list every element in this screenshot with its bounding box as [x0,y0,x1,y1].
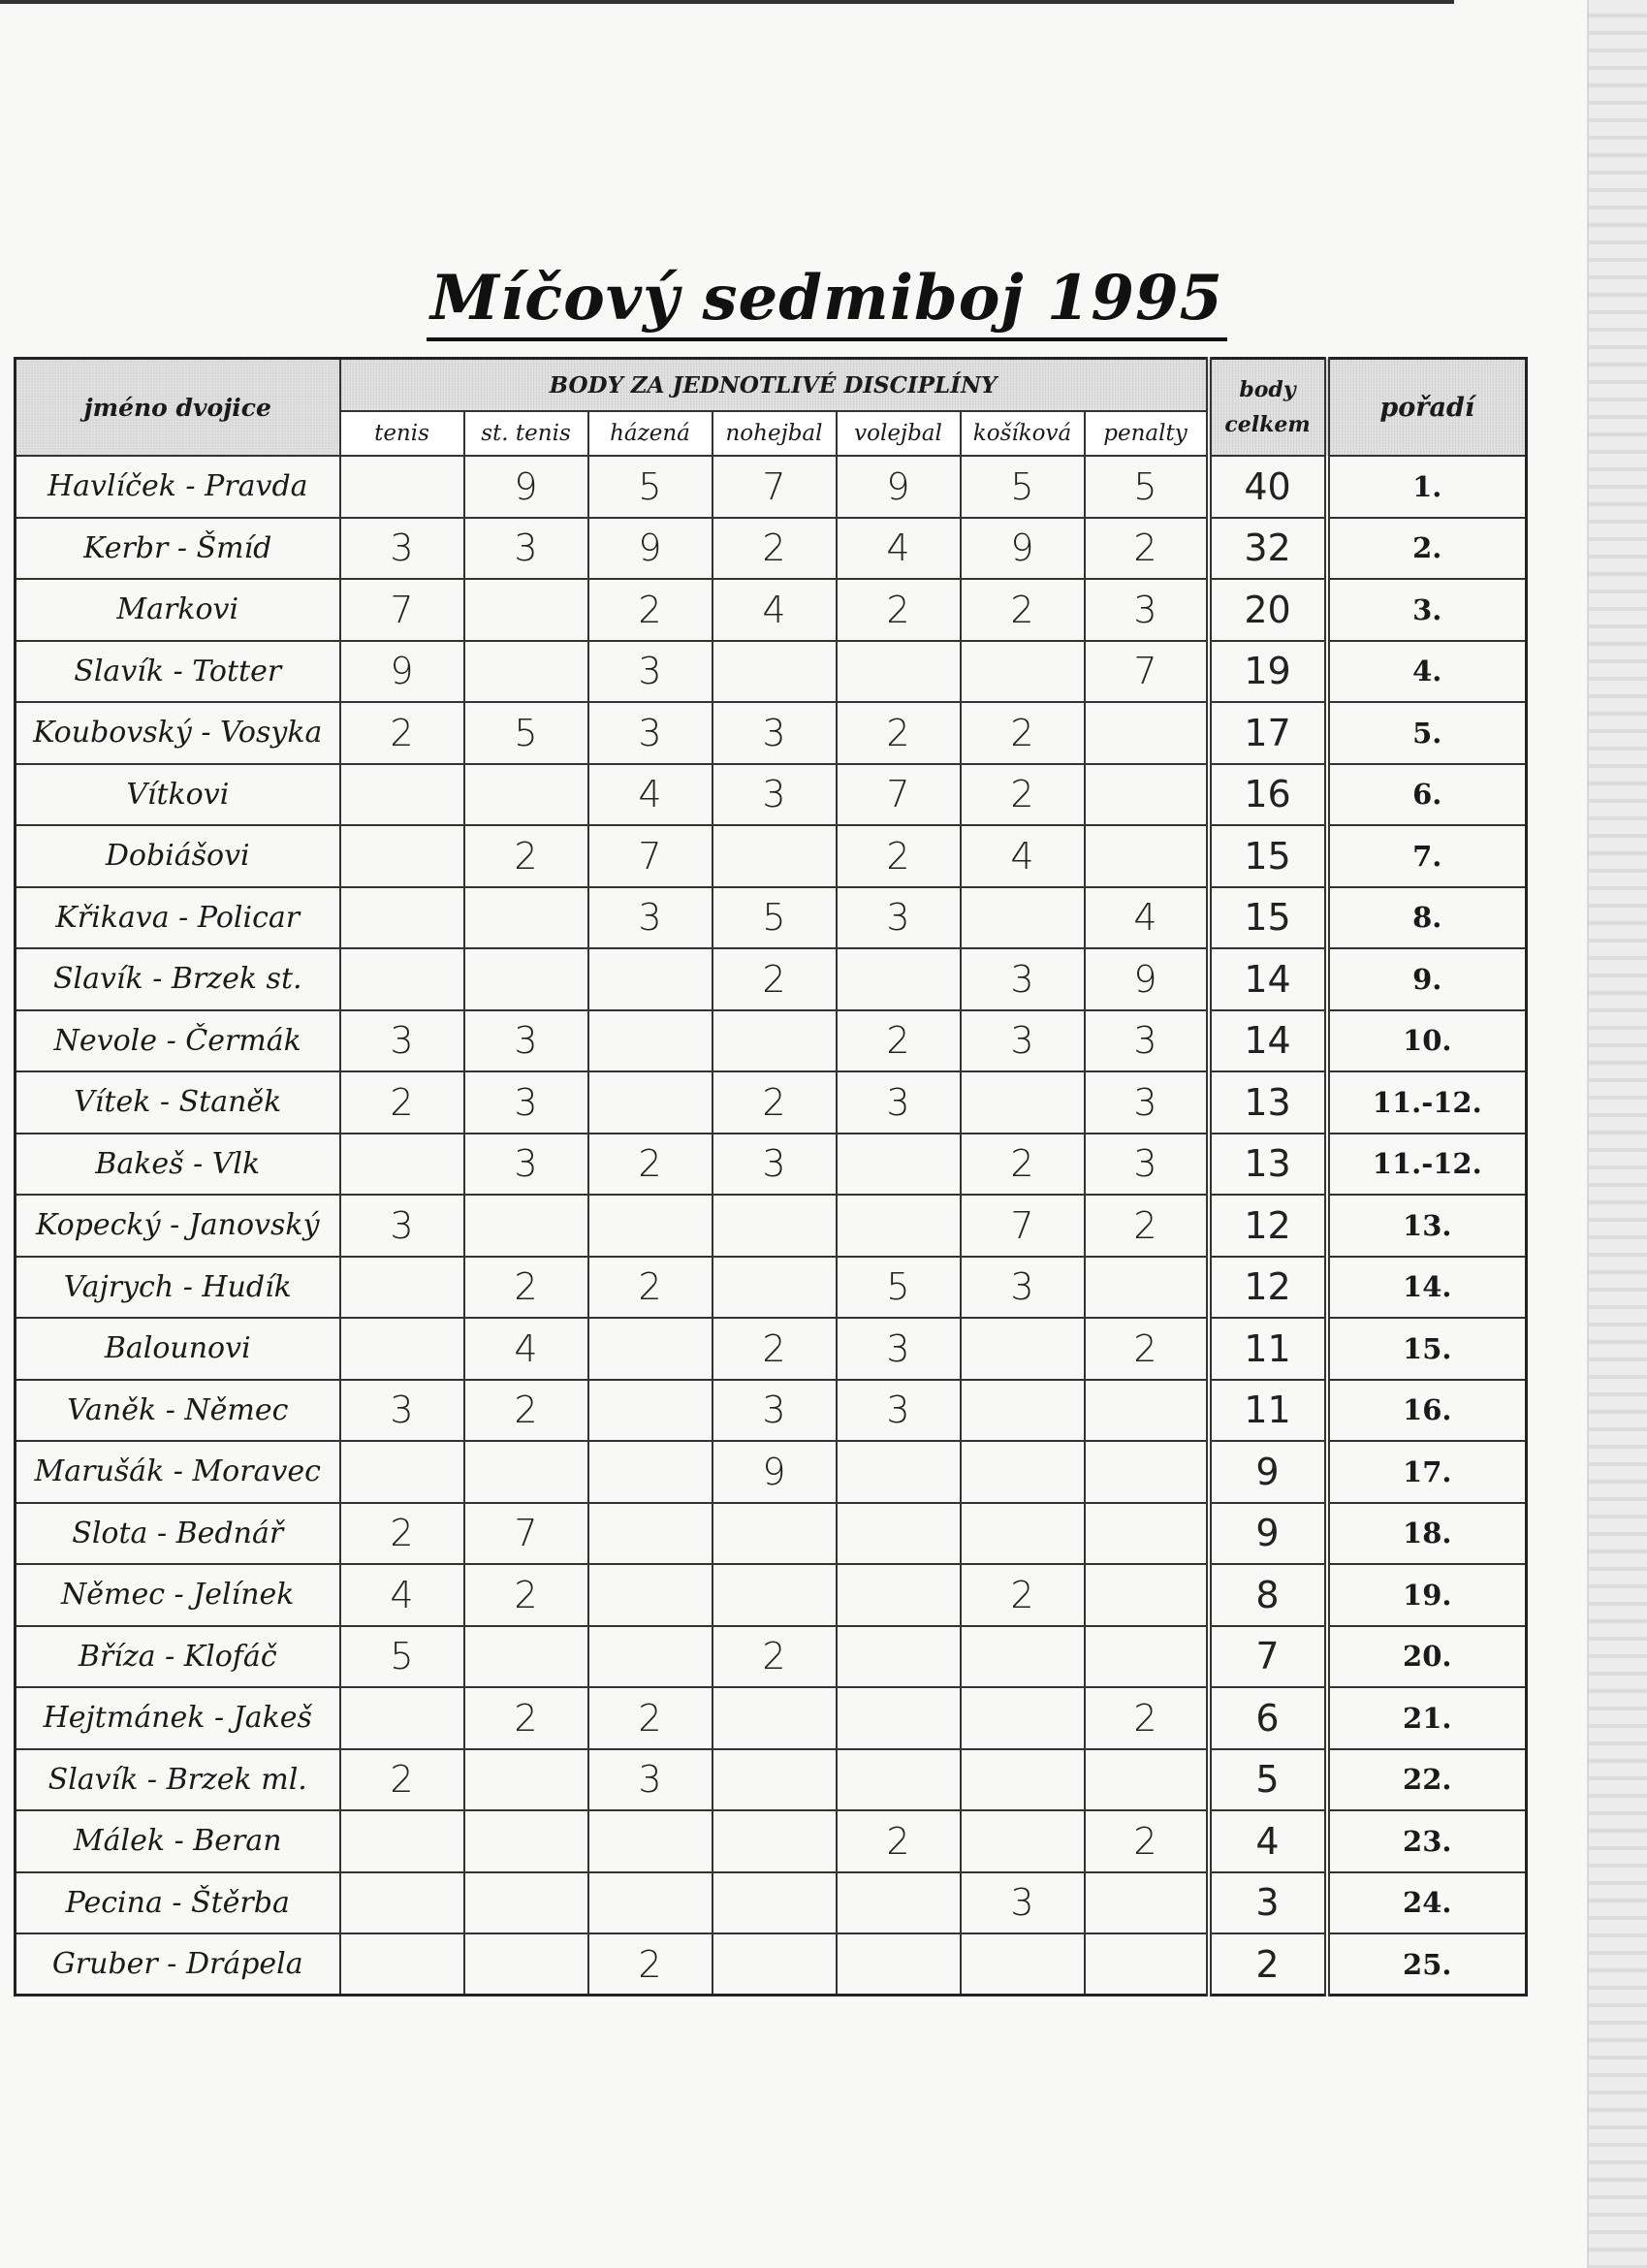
total-points: 9 [1209,1441,1327,1503]
discipline-score [713,1010,837,1072]
table-row [16,1687,1527,1749]
page-title: Míčový sedmiboj 1995 [427,260,1227,341]
discipline-score [588,1071,713,1134]
pair-name: Slavík - Brzek st. [16,948,340,1010]
discipline-score [713,1257,837,1319]
total-points: 16 [1209,764,1327,826]
discipline-score [464,1626,588,1688]
pair-name: Gruber - Drápela [16,1933,340,1996]
discipline-score [837,1749,961,1811]
discipline-score: 3 [588,702,713,764]
discipline-score [837,1687,961,1749]
pair-name: Vaněk - Němec [16,1380,340,1442]
discipline-score: 3 [340,1380,464,1442]
discipline-score: 2 [961,702,1085,764]
discipline-score: 2 [961,579,1085,641]
discipline-score [1085,764,1209,826]
discipline-score [713,825,837,887]
discipline-score [713,1687,837,1749]
discipline-score: 2 [1085,1687,1209,1749]
table-row [16,1195,1527,1257]
rank: 3. [1327,579,1527,641]
discipline-score [837,1195,961,1257]
discipline-score [340,1257,464,1319]
discipline-score: 2 [464,1564,588,1626]
discipline-score [588,1810,713,1872]
discipline-score [1085,1933,1209,1996]
table-row [16,1380,1527,1442]
discipline-score: 3 [713,702,837,764]
discipline-score [340,1933,464,1996]
discipline-score [961,1810,1085,1872]
discipline-score [340,456,464,518]
table-row [16,1933,1527,1996]
rank: 25. [1327,1933,1527,1996]
discipline-score: 2 [340,1503,464,1565]
table-row [16,1134,1527,1196]
discipline-score: 3 [1085,1010,1209,1072]
discipline-score [837,1134,961,1196]
discipline-score [588,1441,713,1503]
discipline-score: 3 [961,1010,1085,1072]
total-points: 14 [1209,1010,1327,1072]
rank: 16. [1327,1380,1527,1442]
discipline-score [837,641,961,703]
pair-name: Markovi [16,579,340,641]
table-row [16,641,1527,703]
discipline-score: 3 [713,764,837,826]
table-row [16,1564,1527,1626]
discipline-score [1085,1503,1209,1565]
discipline-score: 3 [961,948,1085,1010]
discipline-score [464,1810,588,1872]
discipline-score: 2 [713,948,837,1010]
total-points: 12 [1209,1257,1327,1319]
discipline-score [340,887,464,949]
total-points: 20 [1209,579,1327,641]
discipline-score [588,1195,713,1257]
discipline-header-volejbal: volejbal [837,411,961,456]
discipline-score [961,887,1085,949]
table-row [16,518,1527,580]
discipline-score: 2 [837,579,961,641]
discipline-score [464,948,588,1010]
discipline-score [713,1503,837,1565]
total-header-line2: celkem [1224,412,1311,437]
discipline-score [340,825,464,887]
discipline-score: 2 [1085,1195,1209,1257]
discipline-score: 2 [713,518,837,580]
discipline-score: 4 [340,1564,464,1626]
discipline-score [1085,1626,1209,1688]
discipline-score [588,948,713,1010]
pair-name: Křikava - Policar [16,887,340,949]
pair-name: Dobiášovi [16,825,340,887]
discipline-score: 9 [588,518,713,580]
discipline-score: 9 [340,641,464,703]
table-row [16,1810,1527,1872]
total-points: 15 [1209,887,1327,949]
discipline-score: 4 [464,1318,588,1380]
total-points: 13 [1209,1134,1327,1196]
discipline-score: 2 [961,1134,1085,1196]
discipline-score: 3 [340,1195,464,1257]
discipline-score: 7 [713,456,837,518]
discipline-score: 2 [961,764,1085,826]
table-row [16,887,1527,949]
discipline-score [464,764,588,826]
total-points: 32 [1209,518,1327,580]
discipline-score: 3 [837,1380,961,1442]
total-column-header [1209,359,1327,457]
table-row [16,1441,1527,1503]
name-column-header: jméno dvojice [16,359,340,457]
rank: 24. [1327,1872,1527,1934]
discipline-score: 3 [464,1071,588,1134]
rank: 7. [1327,825,1527,887]
discipline-score: 7 [837,764,961,826]
discipline-score: 9 [1085,948,1209,1010]
discipline-score: 2 [713,1071,837,1134]
discipline-header-kosikova: košíková [961,411,1085,456]
table-row [16,1872,1527,1934]
discipline-score: 2 [1085,1318,1209,1380]
discipline-score [588,1380,713,1442]
rank: 5. [1327,702,1527,764]
discipline-header-st-tenis: st. tenis [464,411,588,456]
discipline-score [588,1872,713,1934]
discipline-score: 2 [464,1687,588,1749]
discipline-score [340,1810,464,1872]
pair-name: Málek - Beran [16,1810,340,1872]
discipline-score [961,1441,1085,1503]
pair-name: Nevole - Čermák [16,1010,340,1072]
discipline-score: 2 [464,825,588,887]
discipline-score: 5 [713,887,837,949]
total-points: 17 [1209,702,1327,764]
table-row [16,1318,1527,1380]
discipline-score: 2 [837,702,961,764]
discipline-header-nohejbal: nohejbal [713,411,837,456]
pair-name: Balounovi [16,1318,340,1380]
discipline-score: 2 [588,1687,713,1749]
discipline-score [464,1749,588,1811]
results-body [16,456,1527,1996]
discipline-score [961,1933,1085,1996]
discipline-score: 7 [1085,641,1209,703]
pair-name: Kopecký - Janovský [16,1195,340,1257]
discipline-header-tenis: tenis [340,411,464,456]
discipline-score: 3 [588,1749,713,1811]
discipline-score: 9 [464,456,588,518]
discipline-score [837,1564,961,1626]
discipline-score [340,1134,464,1196]
discipline-score [837,1626,961,1688]
total-points: 3 [1209,1872,1327,1934]
discipline-score: 4 [713,579,837,641]
discipline-score [464,641,588,703]
discipline-header-hazena: házená [588,411,713,456]
discipline-score: 3 [464,518,588,580]
total-points: 9 [1209,1503,1327,1565]
discipline-score: 2 [588,579,713,641]
discipline-score: 2 [464,1257,588,1319]
pair-name: Havlíček - Pravda [16,456,340,518]
pair-name: Bakeš - Vlk [16,1134,340,1196]
table-row [16,1749,1527,1811]
table-row [16,1626,1527,1688]
total-points: 13 [1209,1071,1327,1134]
total-points: 6 [1209,1687,1327,1749]
rank: 17. [1327,1441,1527,1503]
table-row [16,1503,1527,1565]
discipline-score [340,1318,464,1380]
discipline-score [464,887,588,949]
discipline-score: 2 [1085,1810,1209,1872]
rank: 9. [1327,948,1527,1010]
rank: 23. [1327,1810,1527,1872]
discipline-score [961,1687,1085,1749]
results-table [14,357,1528,1996]
pair-name: Vajrych - Hudík [16,1257,340,1319]
discipline-score [837,1933,961,1996]
rank: 8. [1327,887,1527,949]
discipline-score: 5 [1085,456,1209,518]
table-row [16,456,1527,518]
discipline-score [340,1687,464,1749]
total-points: 2 [1209,1933,1327,1996]
discipline-score [464,1933,588,1996]
rank: 18. [1327,1503,1527,1565]
pair-name: Slota - Bednář [16,1503,340,1565]
discipline-score [1085,1872,1209,1934]
discipline-header-penalty: penalty [1085,411,1209,456]
discipline-score: 3 [588,641,713,703]
pair-name: Vítek - Staněk [16,1071,340,1134]
discipline-score: 7 [961,1195,1085,1257]
table-row [16,1257,1527,1319]
rank: 6. [1327,764,1527,826]
discipline-score [837,1503,961,1565]
rank: 14. [1327,1257,1527,1319]
discipline-score: 5 [837,1257,961,1319]
total-points: 4 [1209,1810,1327,1872]
discipline-score: 3 [340,518,464,580]
discipline-score: 2 [961,1564,1085,1626]
discipline-score: 4 [1085,887,1209,949]
discipline-score: 2 [588,1257,713,1319]
pair-name: Marušák - Moravec [16,1441,340,1503]
total-points: 14 [1209,948,1327,1010]
discipline-score: 3 [837,887,961,949]
disciplines-group-header: BODY ZA JEDNOTLIVÉ DISCIPLÍNY [340,359,1209,412]
discipline-score [340,1441,464,1503]
discipline-score: 2 [837,825,961,887]
discipline-score [961,1071,1085,1134]
page-top-edge [0,0,1454,4]
discipline-score: 3 [588,887,713,949]
discipline-score: 7 [464,1503,588,1565]
rank-column-header: pořadí [1327,359,1527,457]
discipline-score: 2 [588,1134,713,1196]
discipline-score [588,1503,713,1565]
rank: 15. [1327,1318,1527,1380]
discipline-score [961,641,1085,703]
discipline-score [713,641,837,703]
rank: 10. [1327,1010,1527,1072]
discipline-score: 4 [837,518,961,580]
pair-name: Němec - Jelínek [16,1564,340,1626]
discipline-score [588,1010,713,1072]
pair-name: Vítkovi [16,764,340,826]
rank: 1. [1327,456,1527,518]
discipline-score [464,579,588,641]
binder-strip [1587,0,1647,2268]
discipline-score: 3 [1085,1134,1209,1196]
discipline-score [1085,825,1209,887]
table-row [16,1010,1527,1072]
discipline-score: 9 [837,456,961,518]
discipline-score [464,1441,588,1503]
discipline-score [961,1503,1085,1565]
discipline-score [713,1195,837,1257]
discipline-score: 3 [1085,1071,1209,1134]
discipline-score [713,1810,837,1872]
discipline-score [1085,1257,1209,1319]
discipline-score [837,948,961,1010]
rank: 20. [1327,1626,1527,1688]
total-points: 5 [1209,1749,1327,1811]
table-row [16,579,1527,641]
discipline-score: 4 [961,825,1085,887]
total-points: 8 [1209,1564,1327,1626]
discipline-score: 3 [961,1257,1085,1319]
pair-name: Bříza - Klofáč [16,1626,340,1688]
pair-name: Slavík - Totter [16,641,340,703]
discipline-score: 2 [1085,518,1209,580]
discipline-score: 2 [837,1010,961,1072]
discipline-score: 2 [340,1071,464,1134]
discipline-score [961,1626,1085,1688]
discipline-score [1085,1380,1209,1442]
discipline-score: 5 [961,456,1085,518]
discipline-score [588,1626,713,1688]
discipline-score [713,1933,837,1996]
total-points: 12 [1209,1195,1327,1257]
table-row [16,702,1527,764]
pair-name: Kerbr - Šmíd [16,518,340,580]
discipline-score [340,1872,464,1934]
discipline-score: 3 [961,1872,1085,1934]
total-points: 19 [1209,641,1327,703]
rank: 19. [1327,1564,1527,1626]
discipline-score [1085,1564,1209,1626]
rank: 21. [1327,1687,1527,1749]
total-points: 11 [1209,1380,1327,1442]
discipline-score: 5 [464,702,588,764]
rank: 2. [1327,518,1527,580]
discipline-score: 5 [340,1626,464,1688]
discipline-score [713,1749,837,1811]
discipline-score: 2 [588,1933,713,1996]
discipline-score [1085,1749,1209,1811]
discipline-score: 3 [713,1380,837,1442]
discipline-score: 2 [713,1626,837,1688]
pair-name: Slavík - Brzek ml. [16,1749,340,1811]
discipline-score [464,1872,588,1934]
discipline-score [1085,702,1209,764]
total-points: 11 [1209,1318,1327,1380]
table-row [16,948,1527,1010]
rank: 13. [1327,1195,1527,1257]
discipline-score: 9 [713,1441,837,1503]
discipline-score: 3 [464,1134,588,1196]
discipline-score [340,764,464,826]
total-points: 15 [1209,825,1327,887]
discipline-score: 2 [340,702,464,764]
discipline-score: 2 [837,1810,961,1872]
discipline-score [837,1872,961,1934]
discipline-score [961,1380,1085,1442]
discipline-score: 3 [464,1010,588,1072]
discipline-score: 7 [340,579,464,641]
rank: 11.-12. [1327,1071,1527,1134]
discipline-score [1085,1441,1209,1503]
discipline-score [464,1195,588,1257]
pair-name: Koubovský - Vosyka [16,702,340,764]
discipline-score [713,1564,837,1626]
discipline-score [588,1318,713,1380]
pair-name: Pecina - Štěrba [16,1872,340,1934]
rank: 11.-12. [1327,1134,1527,1196]
table-row [16,825,1527,887]
discipline-score: 3 [340,1010,464,1072]
table-row [16,764,1527,826]
discipline-score: 4 [588,764,713,826]
discipline-score: 9 [961,518,1085,580]
discipline-score: 3 [713,1134,837,1196]
discipline-score: 2 [713,1318,837,1380]
discipline-score: 5 [588,456,713,518]
table-row [16,1071,1527,1134]
total-points: 7 [1209,1626,1327,1688]
discipline-score: 3 [837,1318,961,1380]
discipline-score: 2 [464,1380,588,1442]
discipline-score [837,1441,961,1503]
discipline-score [588,1564,713,1626]
discipline-score [961,1749,1085,1811]
discipline-score: 2 [340,1749,464,1811]
discipline-score [713,1872,837,1934]
discipline-score: 3 [837,1071,961,1134]
total-points: 40 [1209,456,1327,518]
total-header-line1: body [1239,377,1296,402]
pair-name: Hejtmánek - Jakeš [16,1687,340,1749]
rank: 22. [1327,1749,1527,1811]
discipline-score: 3 [1085,579,1209,641]
discipline-score: 7 [588,825,713,887]
rank: 4. [1327,641,1527,703]
discipline-score [340,948,464,1010]
discipline-score [961,1318,1085,1380]
